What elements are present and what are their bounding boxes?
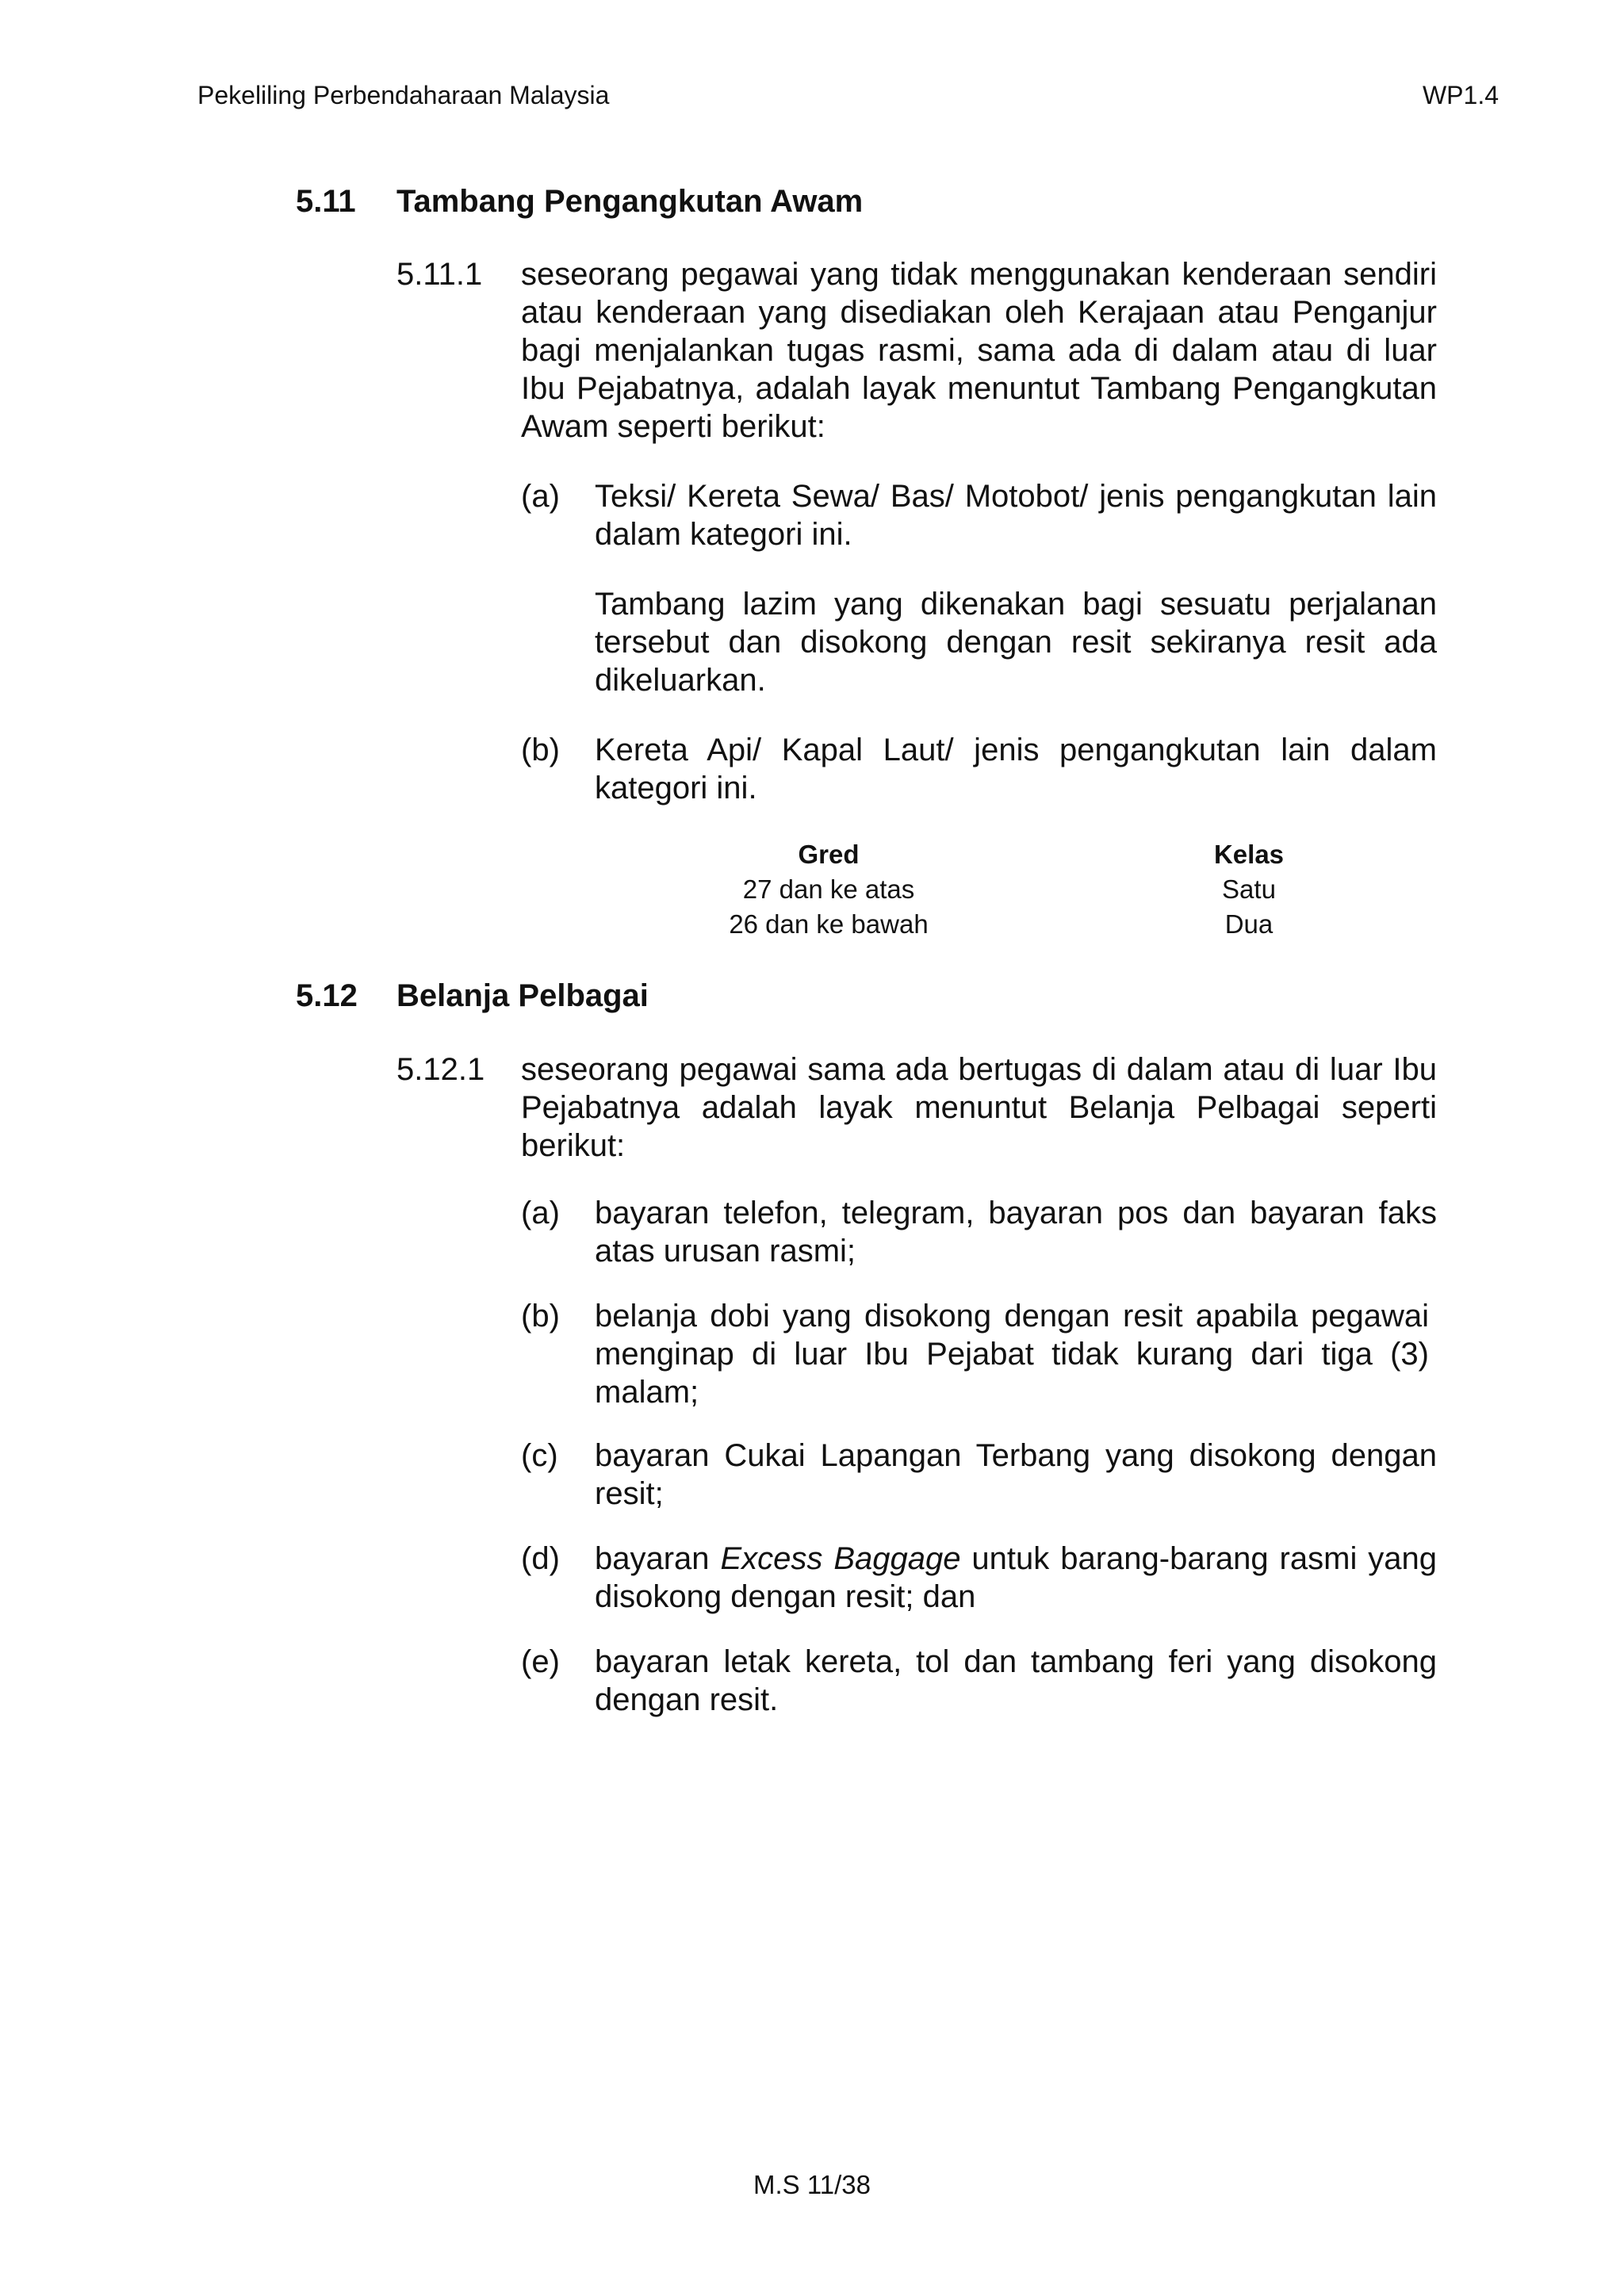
misc-item-b-text: belanja dobi yang disokong dengan resit apabila pegawai menginap di luar Ibu Pejabat tidak kurang dari tiga (3) malam; bbox=[595, 1299, 1429, 1410]
item-a-text: Teksi/ Kereta Sewa/ Bas/ Motobot/ jenis pengangkutan lain dalam kategori ini. bbox=[595, 479, 1437, 552]
clause-5-11-1-number: 5.11.1 bbox=[396, 257, 483, 292]
excess-baggage-term: Excess Baggage bbox=[720, 1541, 961, 1576]
misc-item-e-label: (e) bbox=[521, 1644, 560, 1679]
item-a-note: Tambang lazim yang dikenakan bagi sesuatu perjalanan tersebut dan disokong dengan resit sekiranya resit ada dikeluarkan. bbox=[595, 587, 1437, 698]
item-b-label: (b) bbox=[521, 733, 560, 767]
misc-item-c-text: bayaran Cukai Lapangan Terbang yang disokong dengan resit; bbox=[595, 1438, 1437, 1511]
page-number: M.S 11/38 bbox=[753, 2170, 871, 2199]
section-5-12-number: 5.12 bbox=[296, 978, 358, 1013]
header-left: Pekeliling Perbendaharaan Malaysia bbox=[197, 81, 610, 109]
table-cell-gred-2: 26 dan ke bawah bbox=[729, 909, 929, 939]
misc-item-c-label: (c) bbox=[521, 1438, 558, 1473]
table-header-gred: Gred bbox=[798, 840, 860, 869]
table-cell-gred-1: 27 dan ke atas bbox=[742, 874, 915, 904]
table-header-kelas: Kelas bbox=[1213, 840, 1285, 869]
clause-5-12-1-number: 5.12.1 bbox=[396, 1052, 485, 1087]
item-a-label: (a) bbox=[521, 479, 560, 514]
table-cell-kelas-2: Dua bbox=[1224, 909, 1274, 939]
misc-item-d-text: bayaran Excess Baggage untuk barang-barang rasmi yang disokong dengan resit; dan bbox=[595, 1541, 1437, 1614]
item-b-text: Kereta Api/ Kapal Laut/ jenis pengangkutan lain dalam kategori ini. bbox=[595, 733, 1437, 806]
misc-item-d-label: (d) bbox=[521, 1541, 560, 1576]
section-5-12-title: Belanja Pelbagai bbox=[396, 978, 649, 1013]
header-right: WP1.4 bbox=[1422, 81, 1499, 109]
misc-item-e-text: bayaran letak kereta, tol dan tambang feri yang disokong dengan resit. bbox=[595, 1644, 1437, 1717]
section-5-11-title: Tambang Pengangkutan Awam bbox=[396, 184, 864, 219]
clause-5-12-1-text: seseorang pegawai sama ada bertugas di dalam atau di luar Ibu Pejabatnya adalah layak menuntut Belanja Pelbagai seperti berikut: bbox=[521, 1052, 1437, 1163]
table-cell-kelas-1: Satu bbox=[1222, 874, 1276, 904]
section-5-11-number: 5.11 bbox=[296, 184, 356, 219]
misc-item-b-label: (b) bbox=[521, 1299, 560, 1334]
misc-item-a-text: bayaran telefon, telegram, bayaran pos dan bayaran faks atas urusan rasmi; bbox=[595, 1196, 1437, 1269]
clause-5-11-1-text: seseorang pegawai yang tidak menggunakan kenderaan sendiri atau kenderaan yang disediakan oleh Kerajaan atau Penganjur bagi menjalankan tugas rasmi, sama ada di dalam atau di luar Ibu Pejabatnya, adalah layak menuntut Tambang Pengangkutan Awam seperti berikut: bbox=[521, 257, 1437, 444]
misc-item-a-label: (a) bbox=[521, 1196, 560, 1230]
